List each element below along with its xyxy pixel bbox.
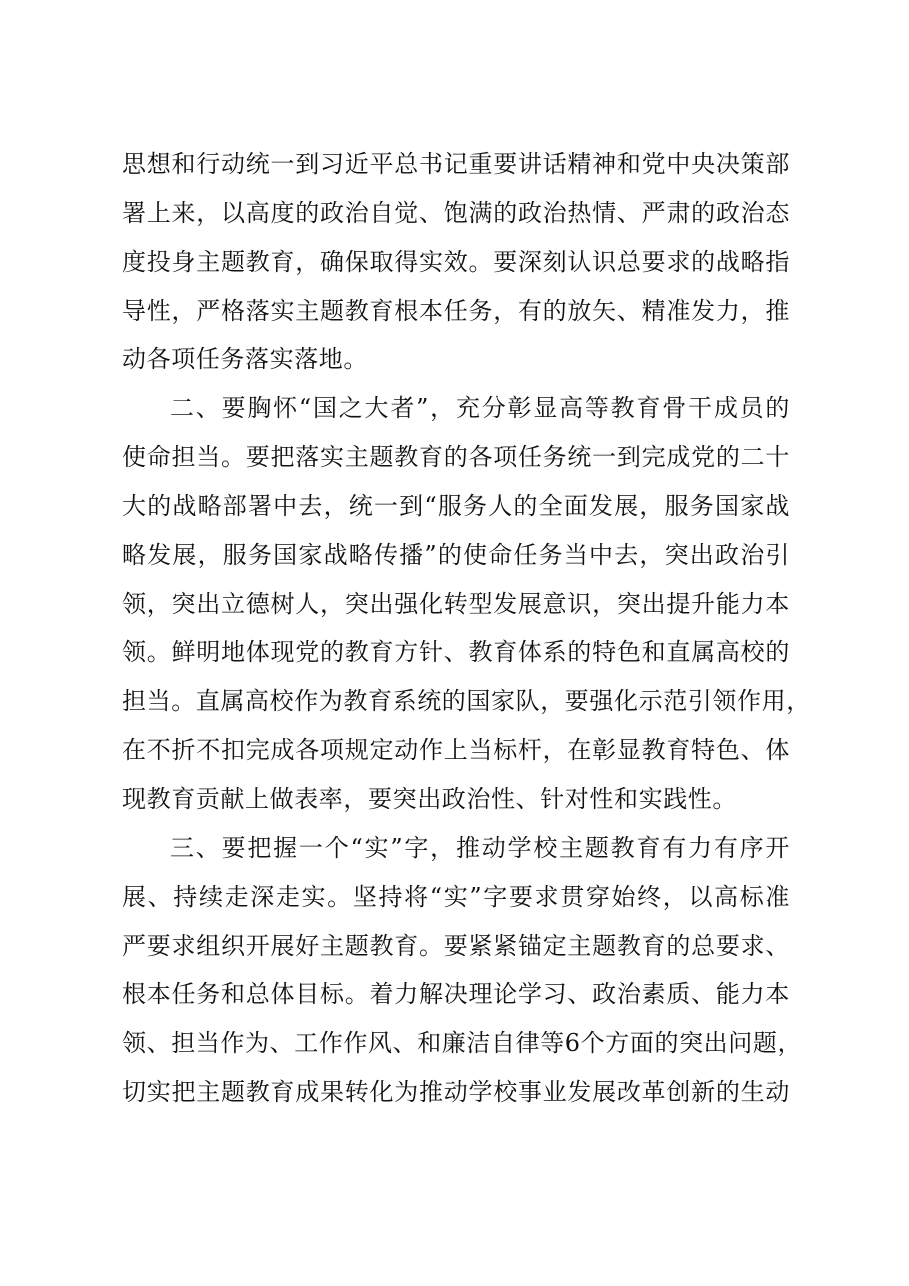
text-line: 严要求组织开展好主题教育。要紧紧锚定主题教育的总要求、 [122,931,790,960]
body-text [122,140,811,1117]
text-line: 担当。直属高校作为教育系统的国家队，要强化示范引领作用， [122,687,811,716]
text-line: 署上来，以高度的政治自觉、饱满的政治热情、严肃的政治态 [122,198,790,227]
paragraph-first-line: 二、要胸怀“国之大者”，充分彰显高等教育骨干成员的 [170,394,790,423]
paragraph-first-line: 三、要把握一个“实”字，推动学校主题教育有力有序开 [170,833,790,862]
text-line: 思想和行动统一到习近平总书记重要讲话精神和党中央决策部 [122,150,790,178]
text-line: 度投身主题教育，确保取得实效。要深刻认识总要求的战略指 [122,247,790,276]
text-line: 领。鲜明地体现党的教育方针、教育体系的特色和直属高校的 [122,638,790,667]
text-line: 现教育贡献上做表率，要突出政治性、针对性和实践性。 [122,784,737,813]
text-line: 根本任务和总体目标。着力解决理论学习、政治素质、能力本 [122,980,790,1009]
text-line: 展、持续走深走实。坚持将“实”字要求贯穿始终，以高标准 [122,882,790,911]
text-line: 大的战略部署中去，统一到“服务人的全面发展，服务国家战 [122,491,790,520]
text-line: 领、担当作为、工作作风、和廉洁自律等6个方面的突出问题， [122,1029,803,1058]
text-line: 切实把主题教育成果转化为推动学校事业发展改革创新的生动 [122,1078,790,1107]
text-line: 使命担当。要把落实主题教育的各项任务统一到完成党的二十 [122,443,790,472]
text-line: 领，突出立德树人，突出强化转型发展意识，突出提升能力本 [122,589,790,618]
text-line: 导性，严格落实主题教育根本任务，有的放矢、精准发力，推 [122,296,790,325]
text-line: 略发展，服务国家战略传播”的使命任务当中去，突出政治引 [122,540,790,569]
text-line: 在不折不扣完成各项规定动作上当标杆，在彰显教育特色、体 [122,736,790,765]
text-line: 动各项任务落实落地。 [122,345,368,374]
